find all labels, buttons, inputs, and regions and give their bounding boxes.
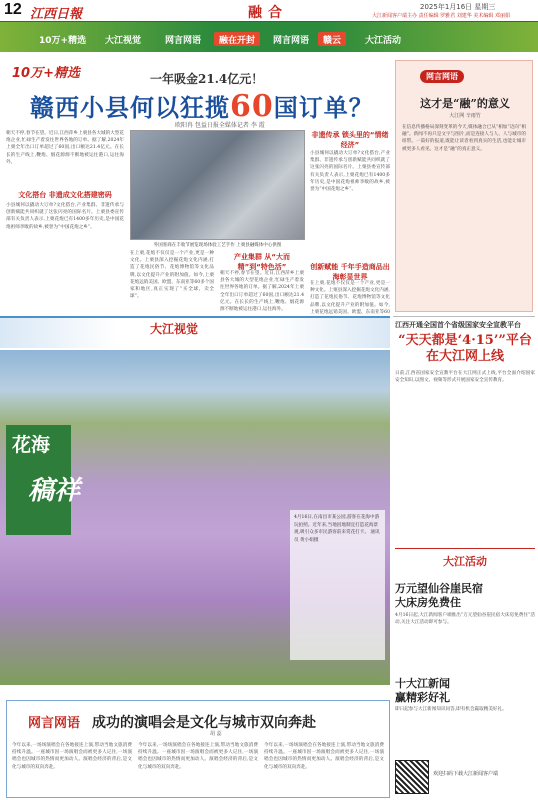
lead-body-e: 小县城何以撬动大订单?文化搭台,产业集群、非遗传承与创新赋能共同织就了这张闪亮的国际名片。上栗县委宣传部有关负责人表示,上栗花炮已有1400多年历史,是中国花炮祖师李畋的故乡,被誉为“中国花炮之乡”。	[310, 151, 390, 193]
event-1-body: 4月16日起,大江新闻客户端推出“万元望仙谷崖民宿大床房免费住”活动,关注大江活动即可参与。	[395, 613, 535, 626]
feature-caption: 4月16日,在南昌市某公园,游客在花海中游玩拍照。近年来,当地因地制宜打造花海景观,吸引众多市民游客前来赏花打卡。 通讯员 黄小娟摄	[290, 510, 385, 660]
essay-body-2: 今年以来,一场场演唱会在各地接连上演,带动当地文旅消费持续升温。一座城市因一场演唱会而被更多人记住,一场演唱会也因城市的热情而更加动人。演唱会经济的背后,是文化与城市的双向奔赴。	[138, 743, 258, 770]
event-2-title-a[interactable]: 十大江新闻	[395, 677, 450, 690]
channel-nav	[0, 22, 538, 52]
headline-part-a: 赣西小县何以狂揽	[30, 93, 230, 122]
feature-title-1: 花海	[12, 434, 51, 456]
events-section-title: 大江活动	[395, 548, 535, 572]
event-1-title-a[interactable]: 万元望仙谷崖民宿	[395, 582, 483, 595]
lead-body-d: 朝天不停,春节在望。近日,江西萍乡上栗县各大城的大型花炮企业,忙碌生产着发往世界各地的订单。据了解,2024年上栗全年出口订单超过了60国,出口额达21.4亿元。在长长的生产线上,鞭炮、烟花源源不断地被运往港口,运往海外。	[220, 271, 304, 313]
headline-part-b: 国订单？	[273, 93, 374, 122]
lead-subtitle-1: 文化搭台 非遗成文化搭建密码	[18, 191, 112, 199]
event-2-title-b[interactable]: 赢精彩好礼	[395, 691, 450, 704]
divider	[393, 316, 535, 317]
essay-tag: 网言网语	[28, 716, 81, 731]
event-1-title-b[interactable]: 大床房免费住	[395, 596, 461, 609]
nav-item-opinion[interactable]: 网言网语	[165, 36, 202, 46]
newspaper-logo: 江西日報	[30, 7, 83, 22]
nav-item-visual[interactable]: 大江视觉	[105, 36, 142, 46]
event-2-body: 即日起参与大江新闻知识问答,即有机会赢取精美好礼。	[395, 707, 507, 712]
lead-subhead: 一年吸金21.4亿元！	[150, 72, 264, 86]
lead-subtitle-2: 产业集群 从“大而精”到“特色活”	[233, 253, 291, 271]
lead-headline	[30, 88, 374, 124]
page-number: 12	[4, 1, 22, 18]
lead-subtitle-3: 非遗传承 锁头里的“情绪经济”	[311, 131, 389, 149]
lead-subtitle-4: 创新赋能 千年手造商品出海彰显世界	[310, 263, 390, 281]
lead-body-b: 小县城何以撬动大订单?文化搭台,产业集群、非遗传承与创新赋能共同织就了这张闪亮的国际名片。上栗县委宣传部有关负责人表示,上栗花炮已有1400多年历史,是中国花炮祖师李畋的故乡,被誉为“中国花炮之乡”。	[6, 203, 124, 230]
headline-number: 60	[230, 89, 274, 124]
essay-body-1: 今年以来,一场场演唱会在各地接连上演,带动当地文旅消费持续升温。一座城市因一场演唱会而被更多人记住,一场演唱会也因城市的热情而更加动人。演唱会经济的背后,是文化与城市的双向奔赴。	[12, 743, 132, 770]
lead-photo	[130, 130, 305, 240]
nav-item-opinion-2[interactable]: 网言网语	[273, 36, 310, 46]
nav-item-kaifeng[interactable]: 融在开封	[214, 32, 260, 46]
visual-logo: 大江视觉	[150, 322, 199, 336]
lead-byline: 欧阳冉 包益日报全媒体记者 李 霞	[175, 122, 265, 129]
opinion-tag: 网言网语	[420, 70, 464, 83]
essay-title: 成功的演唱会是文化与城市双向奔赴	[92, 715, 316, 731]
issue-date: 2025年1月16日 星期三	[420, 3, 496, 11]
opinion-title: 这才是“融”的意义	[420, 97, 510, 110]
qr-code[interactable]	[395, 760, 429, 794]
lead-body-a: 朝天不停,春节在望。近日,江西萍乡上栗县各大城的大型花炮企业,忙碌生产着发往世界各地的订单。据了解,2024年上栗全年出口订单超过了60国,出口额达21.4亿元。在长长的生产线上,鞭炮、烟花源源不断地被运往港口,运往海外。	[6, 131, 124, 165]
qr-caption: 欢迎扫码下载大江新闻客户端	[433, 771, 499, 777]
nav-item-picks[interactable]: 10万+精选	[39, 36, 87, 46]
lead-body-f: 在上栗,花炮不仅仅是一个产业,更是一种文化。上栗县深入挖掘花炮文化内涵,打造了花炮民俗节、花炮博物馆等文化品牌,以文化提升产业的附加值。如今,上栗花炮远销美国、欧盟、东南亚等60	[310, 281, 390, 315]
security-kicker: 江西开通全国首个省级国家安全宣教平台	[395, 321, 521, 329]
lead-photo-caption: 外国客商在丰收节展览现场体验工艺手作 上栗县融媒体中心供图	[153, 243, 282, 248]
section-title: 融合	[248, 5, 288, 21]
lead-body-c: 在上栗,花炮不仅仅是一个产业,更是一种文化。上栗县深入挖掘花炮文化内涵,打造了花炮民俗节、花炮博物馆等文化品牌,以文化提升产业的附加值。如今,上栗花炮远销美国、欧盟、东南亚等60多个国家和地区,真正实现了“买全球、卖全球”。	[130, 251, 214, 300]
lead-kicker: 10万+精选	[12, 66, 80, 81]
nav-item-gan-cloud[interactable]: 赣云	[318, 32, 346, 46]
editors-line: 大江新闻客户端主办 责任编辑 罗雅君 刘建华 美术编辑 邓丽娟	[372, 13, 510, 19]
nav-item-events[interactable]: 大江活动	[365, 36, 402, 46]
feature-title-2: 稿祥	[28, 476, 81, 506]
security-body: 日前,江西省国家安全宣教平台在大江网正式上线,平台全面介绍国家安全知识,以图文、视频等形式开展国家安全宣传教育。	[395, 371, 535, 384]
essay-author: 胡 蕊	[210, 731, 222, 737]
opinion-body: 在信息传播格局深刻变革的今天,媒体融合已从“相加”迈向“相融”。新闻不再只是文字与图片,而是连接人与人、人与城市的纽带。一篇好的报道,既能让读者看到真实的生活,也能让城市被更多人看见。这才是“融”的真正意义。	[402, 125, 526, 152]
opinion-author: 大江网 辛雨竹	[449, 113, 481, 119]
security-title: “天天都是‘4·15’”平台在大江网上线	[398, 333, 532, 364]
essay-body-3: 今年以来,一场场演唱会在各地接连上演,带动当地文旅消费持续升温。一座城市因一场演唱会而被更多人记住,一场演唱会也因城市的热情而更加动人。演唱会经济的背后,是文化与城市的双向奔赴。	[264, 743, 384, 770]
